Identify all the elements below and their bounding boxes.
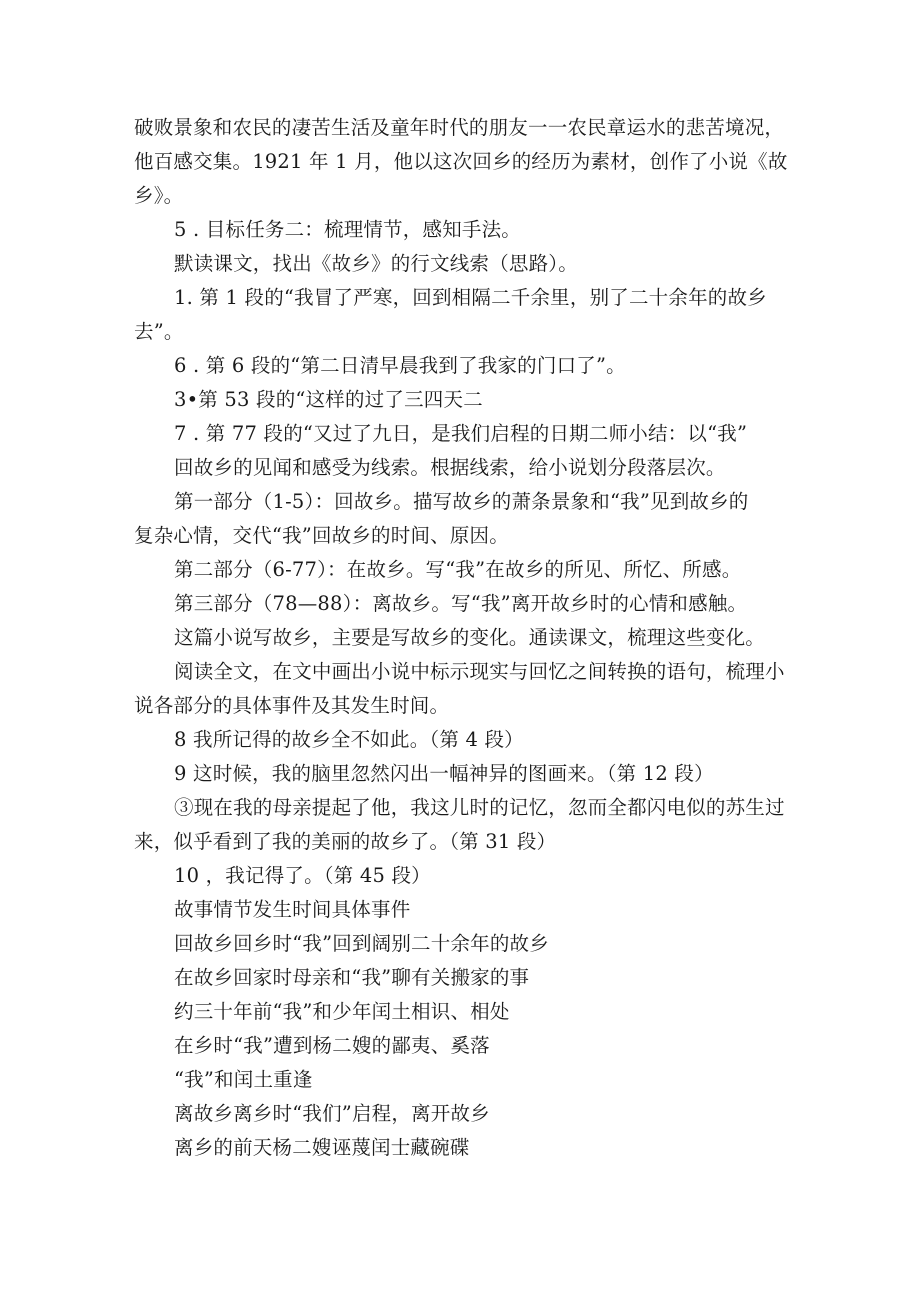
text-line: 去”。 — [134, 320, 184, 343]
list-item: 3•第 53 段的“这样的过了三四天二 — [174, 388, 483, 411]
table-header-line: 故事情节发生时间具体事件 — [174, 898, 411, 921]
list-item: 7 . 第 77 段的“又过了九日，是我们启程的日期二师小结：以“我” — [174, 422, 748, 445]
text-line: 回故乡的见闻和感受为线索。根据线索，给小说划分段落层次。 — [174, 456, 726, 479]
text-line: 他百感交集。1921 年 1 月，他以这次回乡的经历为素材，创作了小说《故 — [134, 150, 788, 173]
text-line: 阅读全文，在文中画出小说中标示现实与回忆之间转换的语句，梳理小 — [174, 660, 785, 683]
text-line: 来，似乎看到了我的美丽的故乡了。（第 31 段） — [134, 830, 557, 853]
text-line: 乡》。 — [134, 184, 184, 207]
text-line: 说各部分的具体事件及其发生时间。 — [134, 694, 450, 717]
table-row-line: 离故乡离乡时“我们”启程，离开故乡 — [174, 1102, 490, 1125]
text-line: 破败景象和农民的凄苦生活及童年时代的朋友一一农民章运水的悲苦境况， — [134, 116, 785, 139]
document-body — [134, 111, 794, 1165]
table-row-line: “我”和闰土重逢 — [174, 1068, 313, 1091]
list-item: 9 这时候，我的脑里忽然闪出一幅神异的图画来。（第 12 段） — [174, 762, 714, 785]
table-row-line: 离乡的前天杨二嫂诬蔑闰士藏碗碟 — [174, 1136, 470, 1159]
list-item: ③现在我的母亲提起了他，我这儿时的记忆，忽而全都闪电似的苏生过 — [174, 796, 785, 819]
text-line: 复杂心情，交代“我”回故乡的时间、原因。 — [134, 524, 509, 547]
table-row-line: 回故乡回乡时“我”回到阔别二十余年的故乡 — [174, 932, 549, 955]
text-line: 这篇小说写故乡，主要是写故乡的变化。通读课文，梳理这些变化。 — [174, 626, 766, 649]
table-row-line: 在乡时“我”遭到杨二嫂的鄙夷、奚落 — [174, 1034, 490, 1057]
text-line: 默读课文，找出《故乡》的行文线索（思路）。 — [174, 252, 578, 275]
table-row-line: 约三十年前“我”和少年闰土相识、相处 — [174, 1000, 510, 1023]
section-heading: 5 . 目标任务二：梳理情节，感知手法。 — [174, 218, 522, 241]
list-item: 10 ，我记得了。（第 45 段） — [174, 864, 431, 887]
table-row-line: 在故乡回家时母亲和“我”聊有关搬家的事 — [174, 966, 530, 989]
list-item: 8 我所记得的故乡全不如此。（第 4 段） — [174, 728, 524, 751]
text-line: 第三部分（78—88）：离故乡。写“我”离开故乡时的心情和感触。 — [174, 592, 748, 615]
text-line: 第一部分（1-5）：回故乡。描写故乡的萧条景象和“我”见到故乡的 — [174, 490, 749, 513]
text-line: 第二部分（6-77）：在故乡。写“我”在故乡的所见、所忆、所感。 — [174, 558, 742, 581]
list-item: 1. 第 1 段的“我冒了严寒，回到相隔二千余里，别了二十余年的故乡 — [174, 286, 767, 309]
list-item: 6 . 第 6 段的“第二日清早晨我到了我家的门口了”。 — [174, 354, 626, 377]
